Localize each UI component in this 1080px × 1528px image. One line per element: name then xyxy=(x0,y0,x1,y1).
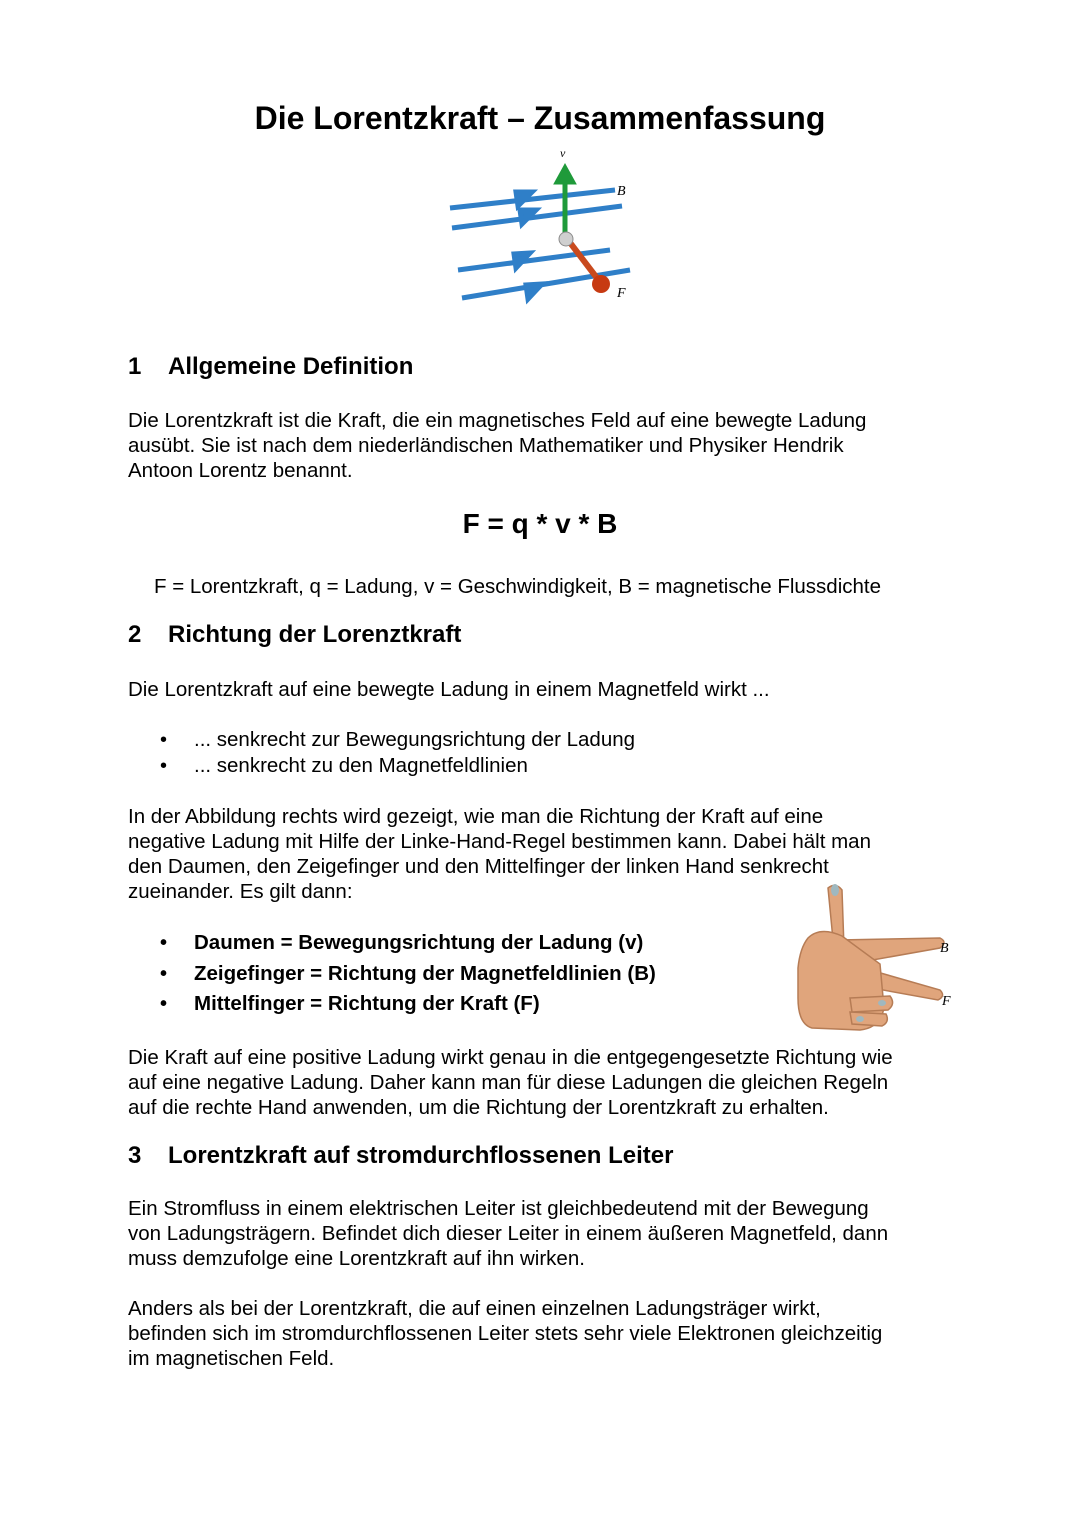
section-title: Richtung der Lorenztkraft xyxy=(168,621,462,648)
force-arrow xyxy=(568,240,610,293)
section-1-heading xyxy=(128,353,413,381)
section-number: 1 xyxy=(128,353,142,380)
text-line: Die Lorentzkraft ist die Kraft, die ein magnetisches Feld auf eine bewegte Ladung xyxy=(128,409,867,432)
text-line: auf eine negative Ladung. Daher kann man für diese Ladungen die gleichen Regeln xyxy=(128,1071,889,1094)
list-item: • Mittelfinger = Richtung der Kraft (F) xyxy=(160,989,656,1020)
formula-legend: F = Lorentzkraft, q = Ladung, v = Geschwindigkeit, B = magnetische Flussdichte xyxy=(154,575,881,598)
conductor-paragraph-1 xyxy=(128,1196,958,1271)
list-item: • ... senkrecht zur Bewegungsrichtung der Ladung xyxy=(160,727,635,753)
section-title: Allgemeine Definition xyxy=(168,353,414,380)
text-line: befinden sich im stromdurchflossenen Leiter stets sehr viele Elektronen gleichzeitig xyxy=(128,1322,883,1345)
direction-intro: Die Lorentzkraft auf eine bewegte Ladung in einem Magnetfeld wirkt ... xyxy=(128,678,770,701)
hand-icon xyxy=(798,885,944,1030)
section-number: 3 xyxy=(128,1142,142,1169)
text-line: im magnetischen Feld. xyxy=(128,1347,335,1370)
conductor-paragraph-2 xyxy=(128,1296,958,1371)
page-title: Die Lorentzkraft – Zusammenfassung xyxy=(254,100,826,136)
section-number: 2 xyxy=(128,621,142,648)
text-line: Antoon Lorentz benannt. xyxy=(128,459,353,482)
text-line: auf die rechte Hand anwenden, um die Richtung der Lorentzkraft zu erhalten. xyxy=(128,1096,829,1119)
positive-charge-paragraph xyxy=(128,1045,958,1120)
list-item: • Zeigefinger = Richtung der Magnetfeldlinien (B) xyxy=(160,959,656,990)
text-line: den Daumen, den Zeigefinger und den Mittelfinger der linken Hand senkrecht xyxy=(128,855,829,878)
section-title: Lorentzkraft auf stromdurchflossenen Leiter xyxy=(168,1142,674,1169)
list-item: • Daumen = Bewegungsrichtung der Ladung (v) xyxy=(160,928,656,959)
section-3-heading xyxy=(128,1142,673,1170)
charge-particle xyxy=(559,232,573,246)
text-line: Anders als bei der Lorentzkraft, die auf einen einzelnen Ladungsträger wirkt, xyxy=(128,1297,821,1320)
definition-paragraph xyxy=(128,408,958,483)
text-line: negative Ladung mit Hilfe der Linke-Hand-Regel bestimmen kann. Dabei hält man xyxy=(128,830,871,853)
section-2-heading xyxy=(128,621,461,649)
hand-rule-bullet-list xyxy=(160,928,656,1020)
field-arrowhead xyxy=(526,284,542,299)
lorentz-force-diagram xyxy=(440,140,650,310)
text-line: von Ladungsträgern. Befindet dich dieser Leiter in einem äußeren Magnetfeld, dann xyxy=(128,1222,889,1245)
text-line: ausübt. Sie ist nach dem niederländischen Mathematiker und Physiker Hendrik xyxy=(128,434,844,457)
hand-label-f: F xyxy=(942,994,951,1009)
list-item: • ... senkrecht zu den Magnetfeldlinien xyxy=(160,753,635,779)
label-v: v xyxy=(560,146,566,160)
text-line: Ein Stromfluss in einem elektrischen Leiter ist gleichbedeutend mit der Bewegung xyxy=(128,1197,869,1220)
velocity-arrow xyxy=(554,164,576,238)
direction-bullet-list xyxy=(160,727,635,779)
label-f: F xyxy=(617,286,626,301)
text-line: muss demzufolge eine Lorentzkraft auf ihn wirken. xyxy=(128,1247,585,1270)
text-line: Die Kraft auf eine positive Ladung wirkt genau in die entgegengesetzte Richtung wie xyxy=(128,1046,893,1069)
hand-label-b: B xyxy=(940,941,949,956)
left-hand-rule-illustration xyxy=(790,878,960,1038)
text-line: In der Abbildung rechts wird gezeigt, wie man die Richtung der Kraft auf eine xyxy=(128,805,824,828)
lorentz-formula: F = q * v * B xyxy=(462,508,618,539)
text-line: zueinander. Es gilt dann: xyxy=(128,880,353,903)
label-b: B xyxy=(617,184,626,199)
